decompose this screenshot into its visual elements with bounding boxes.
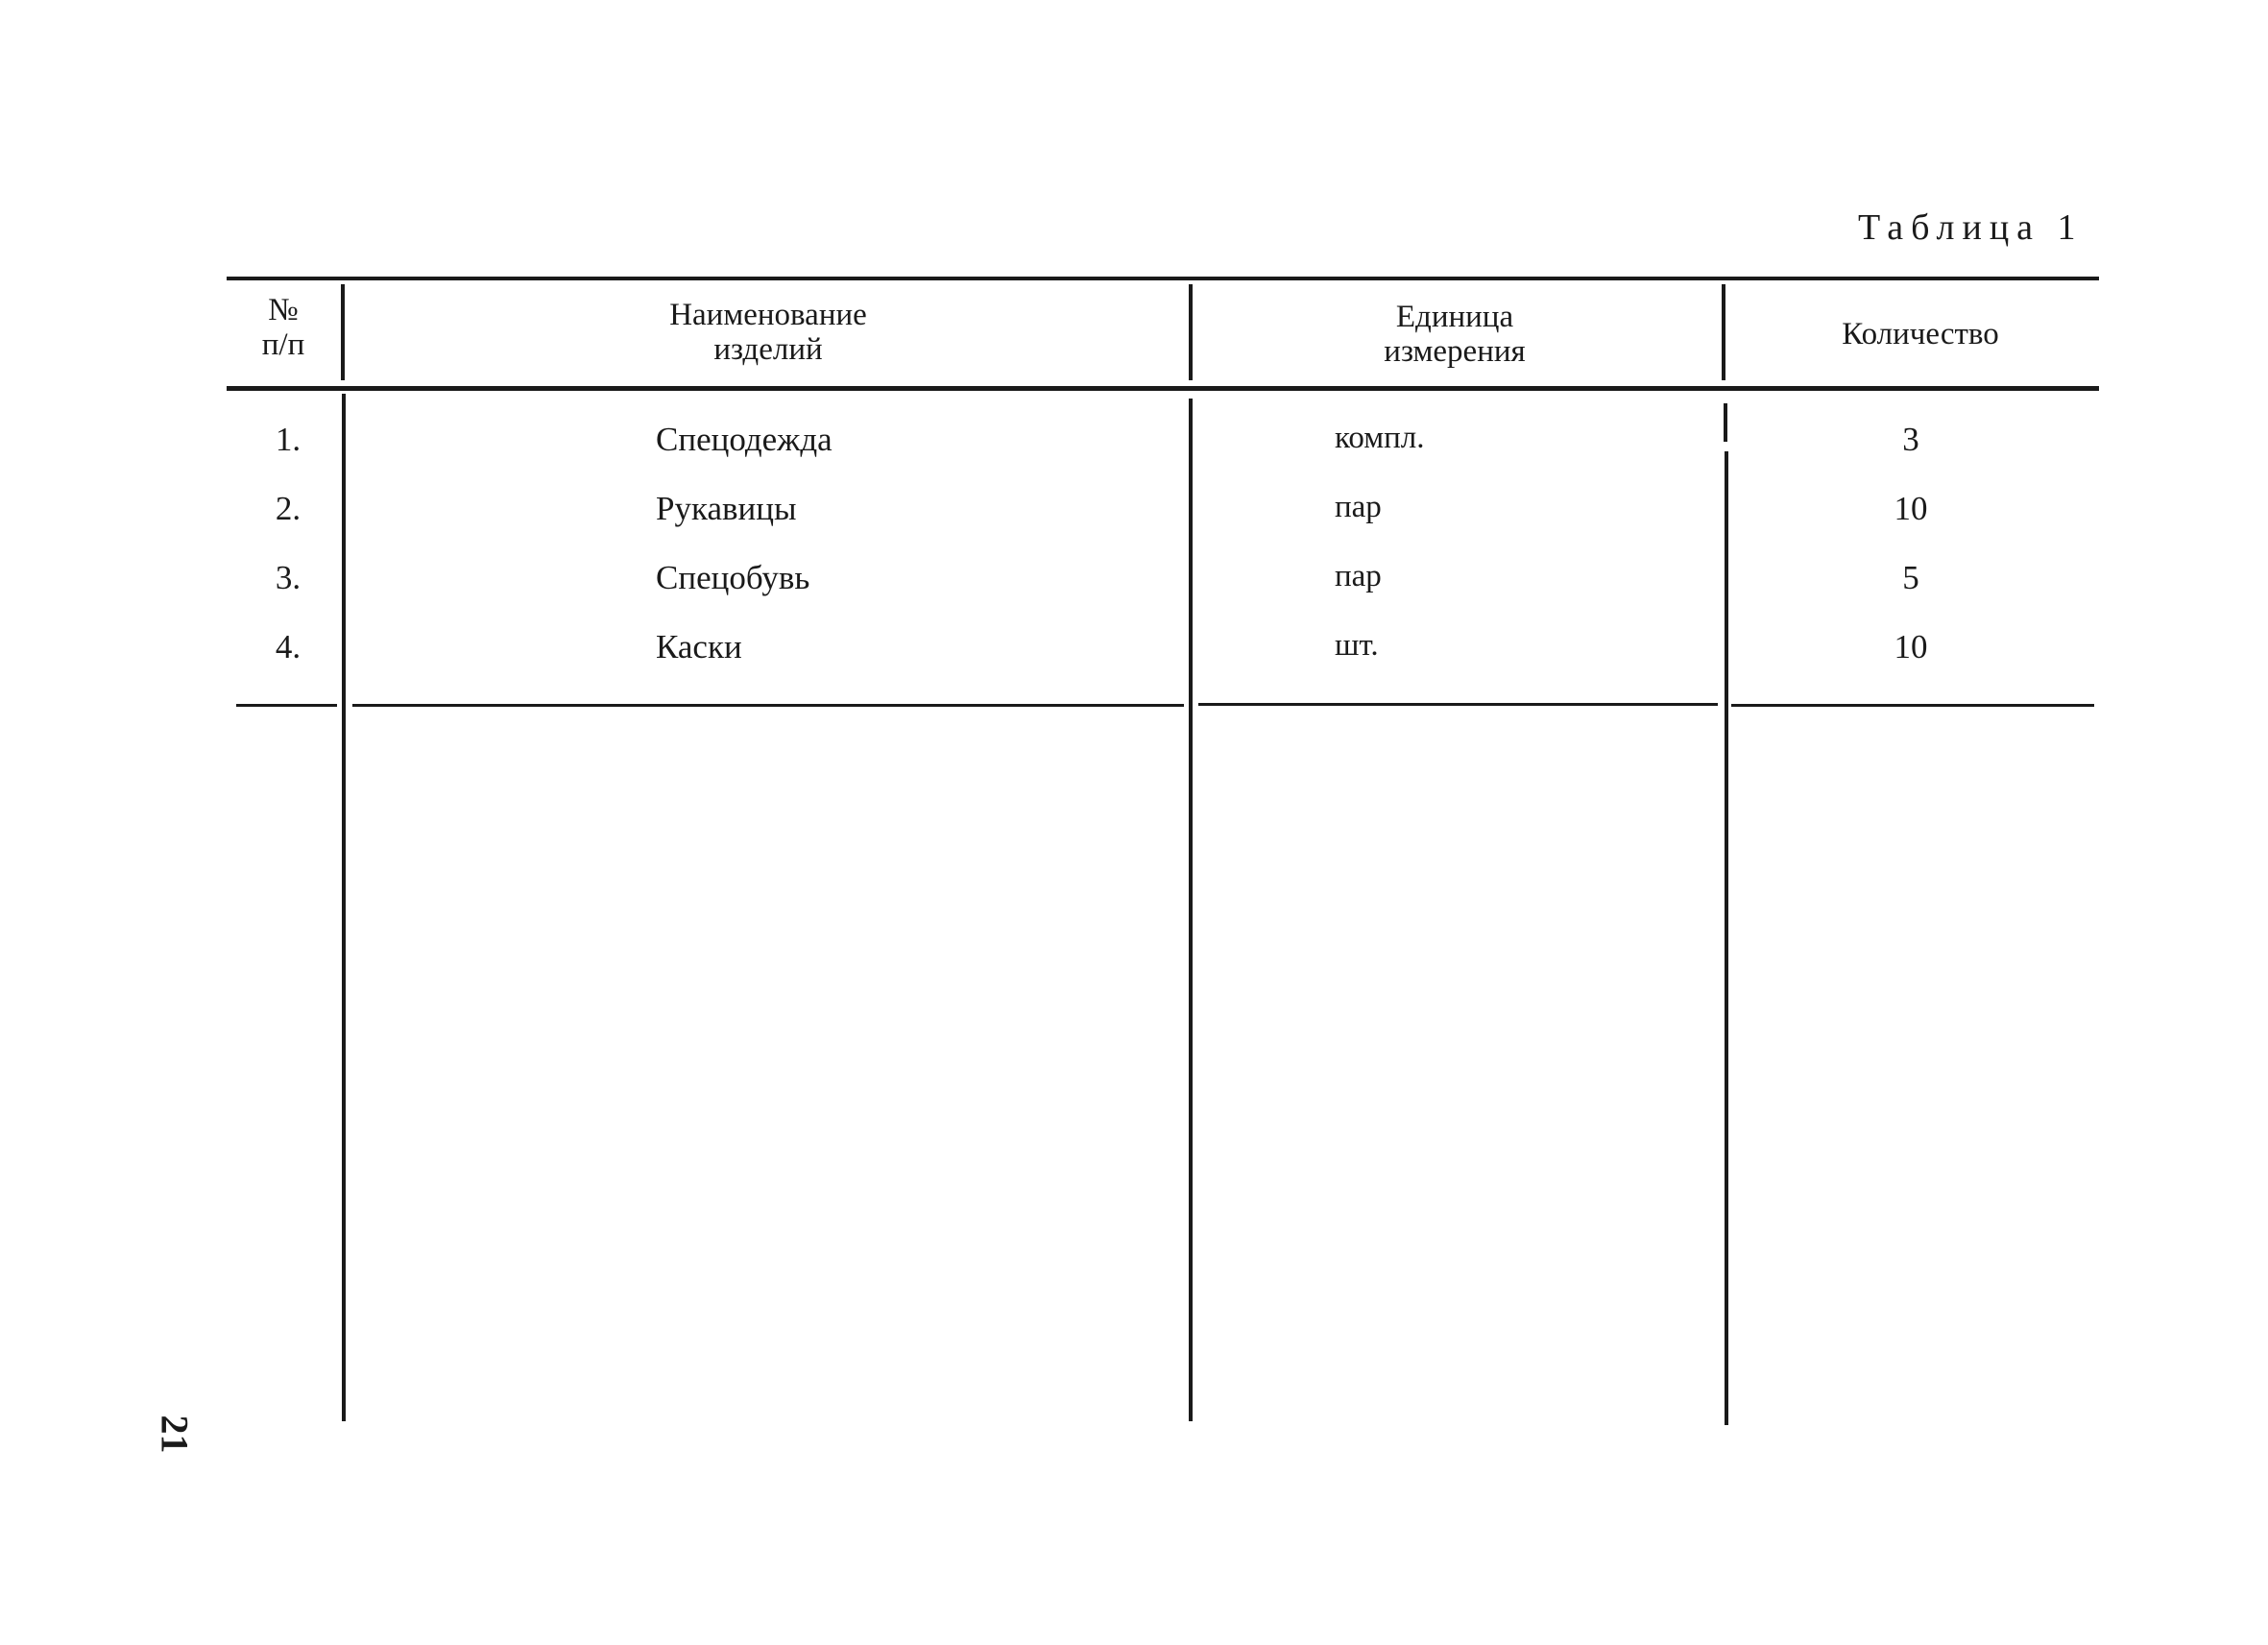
table-caption: Таблица 1 <box>1858 207 2084 248</box>
row-name: Спецодежда <box>656 421 832 458</box>
row-name: Рукавицы <box>656 490 797 527</box>
table-header-rule <box>227 386 2099 391</box>
header-unit <box>1239 300 1671 369</box>
header-name-line: Наименование <box>669 298 867 332</box>
column-divider <box>1725 451 1728 1425</box>
header-number-line: № <box>268 293 299 327</box>
row-unit: компл. <box>1335 421 1425 455</box>
header-unit-line: измерения <box>1384 334 1526 369</box>
table-bottom-rule <box>352 704 1184 707</box>
row-quantity: 5 <box>1902 559 1919 596</box>
header-name <box>538 298 999 367</box>
table-top-rule <box>227 277 2099 280</box>
header-number-line: п/п <box>261 327 305 362</box>
row-number: 2. <box>275 490 302 527</box>
table-bottom-rule <box>1731 704 2094 707</box>
table-bottom-rule <box>1198 703 1718 706</box>
row-unit: пар <box>1335 490 1382 524</box>
header-unit-line: Единица <box>1395 300 1514 334</box>
header-number <box>230 293 336 362</box>
column-divider <box>1724 403 1727 442</box>
row-unit: шт. <box>1335 628 1379 663</box>
column-divider <box>342 394 346 1421</box>
row-name: Спецобувь <box>656 559 810 596</box>
row-number: 3. <box>275 559 302 596</box>
row-quantity: 10 <box>1894 490 1928 527</box>
column-divider <box>1189 399 1193 1421</box>
row-quantity: 3 <box>1902 421 1919 458</box>
page-number: 21 <box>153 1415 197 1454</box>
row-unit: пар <box>1335 559 1382 593</box>
column-divider <box>341 284 345 380</box>
row-number: 1. <box>275 421 302 458</box>
row-name: Каски <box>656 628 742 665</box>
table-bottom-rule <box>236 704 337 707</box>
header-name-line: изделий <box>713 332 823 367</box>
column-divider <box>1189 284 1193 380</box>
row-quantity: 10 <box>1894 628 1928 665</box>
row-number: 4. <box>275 628 302 665</box>
header-quantity: Количество <box>1842 317 1999 351</box>
column-divider <box>1722 284 1725 380</box>
